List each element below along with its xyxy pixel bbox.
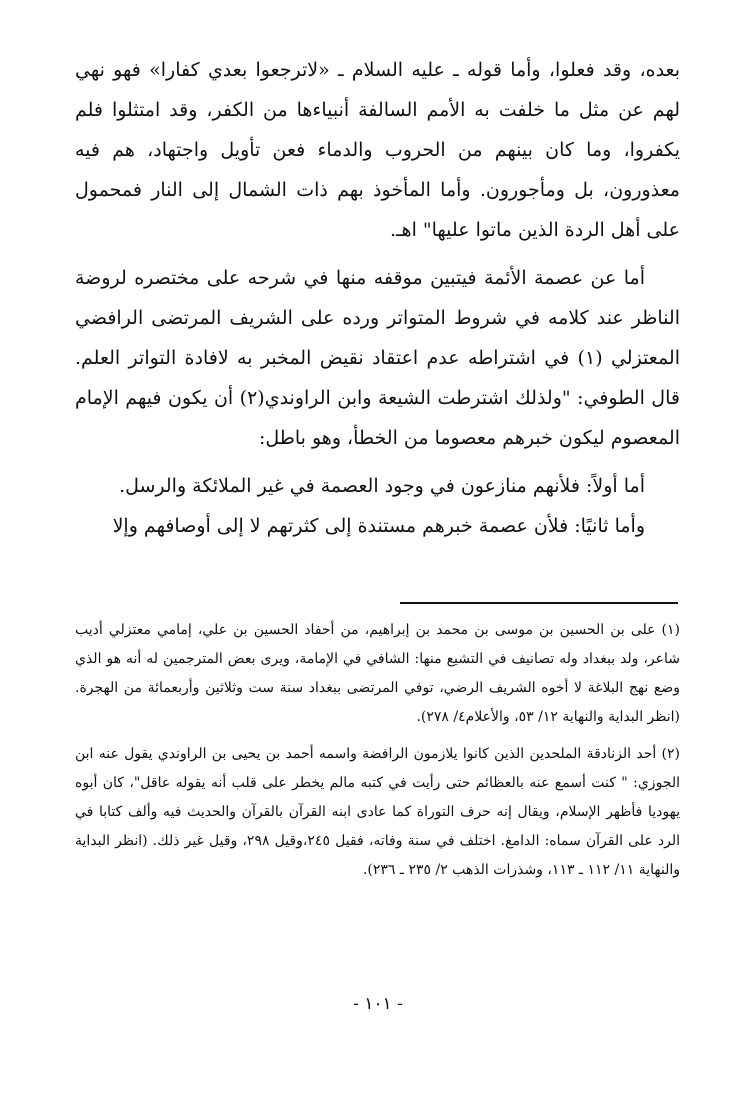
footnote-1: (١) على بن الحسين بن موسى بن محمد بن إبراهيم، من أحفاد الحسين بن علي، إمامي معتزلي أديب شاعر، ولد ببغداد وله تصانيف في التشيع منها: الشافي في الإمامة، ويرى بعض المترجمين له أنه هو الذي وضع نهج البلاغة لا أخوه الشريف الرضي، توفي المرتضى ببغداد سنة ست وثلاثين وأربعمائة من الهجرة. (انظر البداية والنهاية ١٢/ ٥٣، والأعلام٤/ ٢٧٨). [75, 622, 680, 725]
body-paragraph-2: أما عن عصمة الأئمة فيتبين موقفه منها في شرحه على مختصره لروضة الناظر عند كلامه في شروط المتواتر ورده على الشريف المرتضى الرافضي المعتزلي (١) في اشتراطه عدم اعتقاد نقيض المخبر به لافادة التواتر العلم. قال الطوفي: "ولذلك اشترطت الشيعة وابن الراوندي(٢) أن يكون فيهم الإمام المعصوم ليكون خبرهم معصوما من الخطأ، وهو باطل: [75, 267, 681, 449]
footnote-2: (٢) أحد الزنادقة الملحدين الذين كانوا يلازمون الرافضة واسمه أحمد بن يحيى بن الراوندي يقول عنه ابن الجوزي: " كنت أسمع عنه بالعظائم حتى رأيت في كتبه مالم يخطر على قلب أنه يقوله عاقل"، كان أبوه يهوديا فأظهر الإسلام، ويقال إنه حرف التوراة كما عادى ابنه القرآن بالقرآن والحديث فيه وألف كتابا في الرد على القرآن سماه: الدامغ. اختلف في سنة وفاته، فقيل ٢٤٥،وقيل ٢٩٨، وقيل غير ذلك. (انظر البداية والنهاية ١١/ ١١٢ ـ ١١٣، وشذرات الذهب ٢/ ٢٣٥ ـ ٢٣٦). [75, 746, 680, 878]
body-paragraph-4: وأما ثانيًا: فلأن عصمة خبرهم مستندة إلى كثرتهم لا إلى أوصافهم وإلا [112, 515, 645, 537]
footnote-separator [400, 602, 678, 604]
body-paragraph-1: بعده، وقد فعلوا، وأما قوله ـ عليه السلام ـ «لاترجعوا بعدي كفارا» فهو نهي لهم عن مثل ما خلفت به الأمم السالفة أنبياءها من الكفر، وقد امتثلوا فلم يكفروا، وما كان بينهم من الحروب والدماء فعن تأويل واجتهاد، هم فيه معذورون، بل ومأجورون. وأما المأخوذ بهم ذات الشمال إلى النار فمحمول على أهل الردة الذين ماتوا عليها" اهـ. [75, 59, 680, 241]
footnotes [75, 616, 680, 885]
main-text [75, 50, 680, 546]
body-paragraph-3: أما أولاً: فلأنهم منازعون في وجود العصمة في غير الملائكة والرسل. [119, 475, 645, 497]
page-number: - ١٠١ - [353, 994, 403, 1014]
